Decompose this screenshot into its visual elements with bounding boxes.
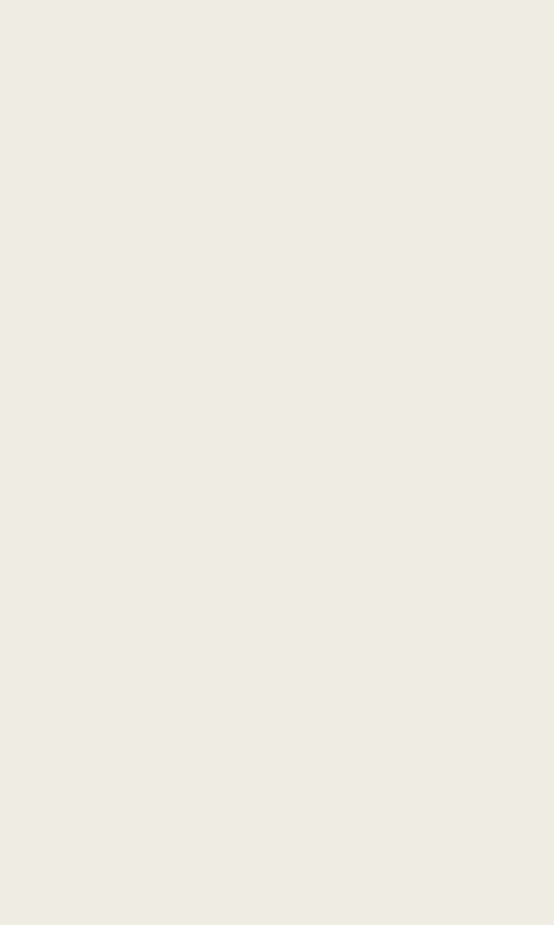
upper-text-block <box>22 30 492 428</box>
lower-text-block <box>20 478 540 882</box>
